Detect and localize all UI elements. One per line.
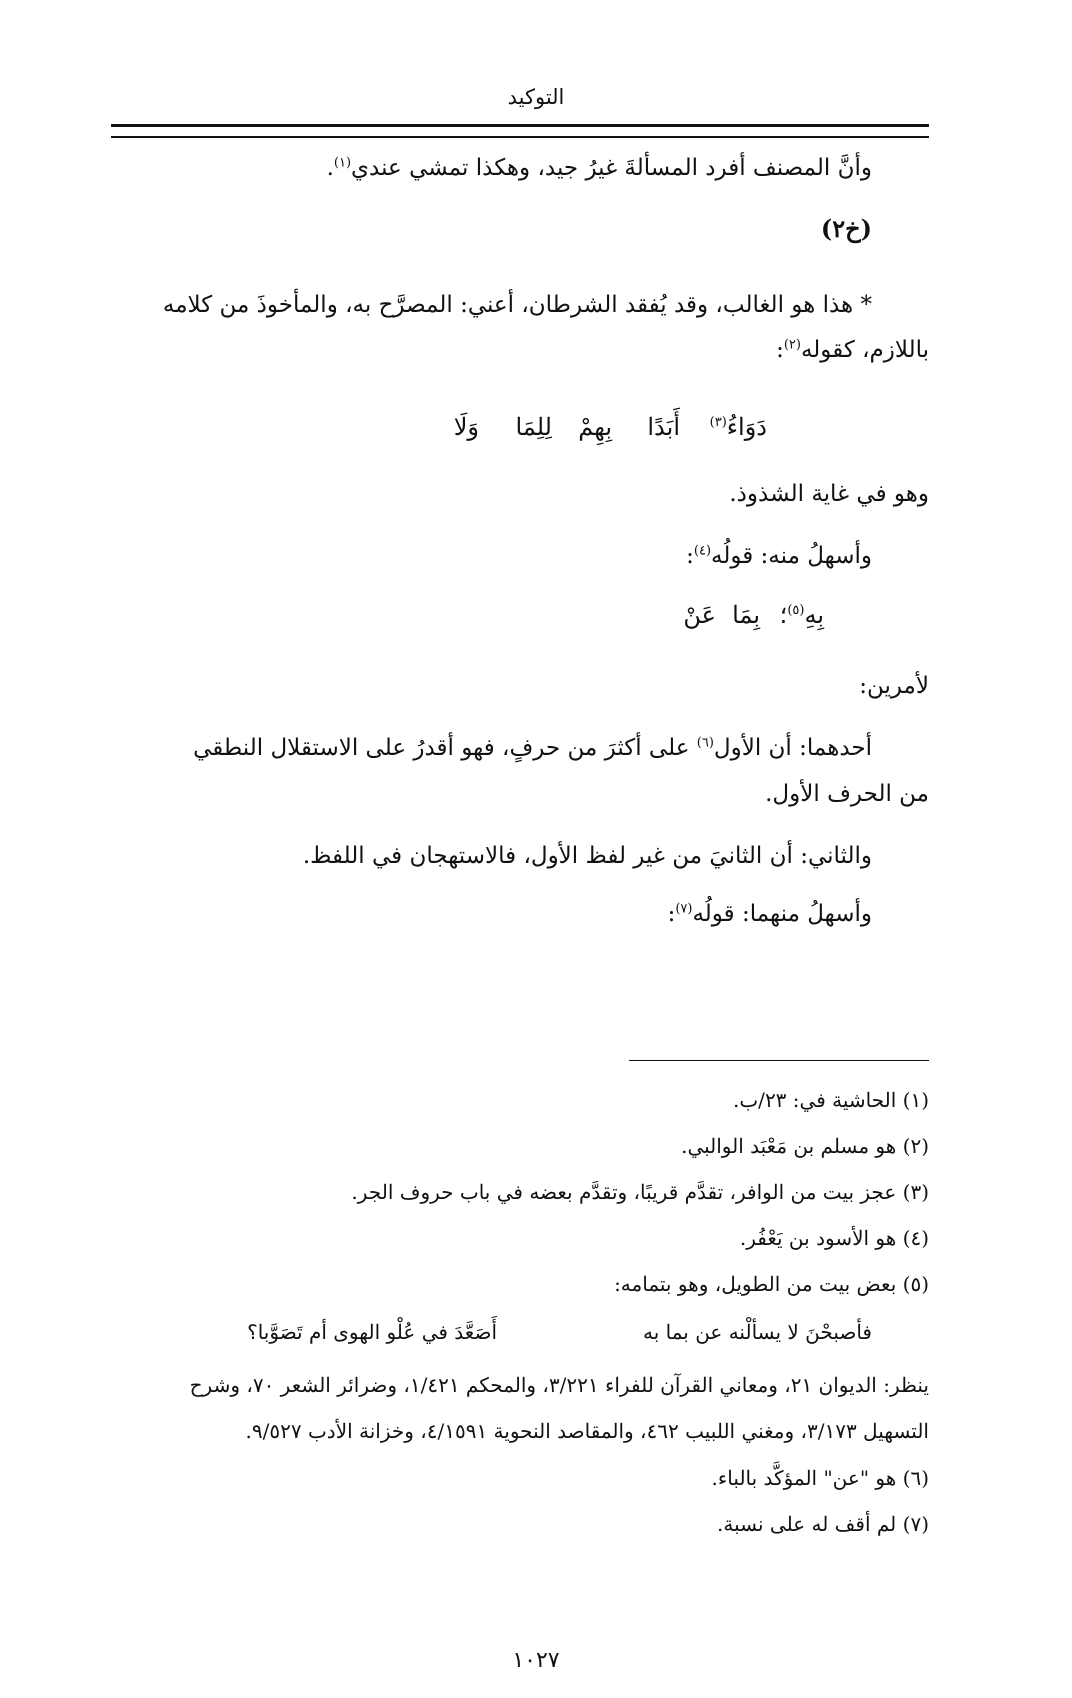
verse-1-word-5: دَوَاءُ$^{(٣)}$ — [709, 413, 767, 441]
footnote-2: (٢) هو مسلم بن مَعْبَد الوالبي. — [681, 1134, 929, 1158]
footnote-separator — [629, 1060, 929, 1061]
footnote-ref-1[interactable]: (١) — [333, 155, 352, 171]
footnote-4: (٤) هو الأسود بن يَعْفُر. — [739, 1226, 929, 1250]
running-header: التوكيد — [507, 85, 565, 109]
paragraph-1: وأنَّ المصنف أفرد المسألةَ غيرُ جيد، وهكذا تمشي عندي$^{(١)}$. — [326, 155, 872, 181]
paragraph-3: وهو في غاية الشذوذ. — [729, 481, 929, 507]
footnote-5-verse-hemistich-1: فأصبحْنَ لا يسألْنه عن بما به — [642, 1320, 872, 1344]
header-rule-thick — [111, 124, 929, 127]
footnote-6: (٦) هو "عن" المؤكَّد بالباء. — [711, 1466, 929, 1490]
paragraph-5: لأمرين: — [859, 673, 929, 699]
footnote-ref-4[interactable]: (٤) — [693, 543, 712, 559]
footnote-ref-2[interactable]: (٢) — [783, 337, 801, 353]
paragraph-6-line-2: من الحرف الأول. — [765, 781, 929, 807]
paragraph-4: وأسهلُ منه: قولُه$^{(٤)}$: — [686, 543, 872, 569]
verse-2-word-3: بِهِ$^{(٥)}$؛ — [779, 601, 824, 629]
footnote-3: (٣) عجز بيت من الوافر، تقدَّم قريبًا، وتقدَّم بعضه في باب حروف الجر. — [351, 1180, 929, 1204]
footnote-ref-3[interactable]: (٣) — [709, 415, 727, 430]
verse-2-word-2: بِمَا — [732, 601, 760, 629]
footnote-ref-7[interactable]: (٧) — [675, 901, 693, 917]
paragraph-2-line-2: باللازم، كقوله$^{(٢)}$: — [776, 337, 929, 363]
footnote-5-references-line-2: التسهيل ٣/١٧٣، ومغني اللبيب ٤٦٢، والمقاصد النحوية ٤/١٥٩١، وخزانة الأدب ٩/٥٢٧. — [245, 1419, 929, 1443]
verse-1-word-1: وَلَا — [453, 413, 479, 441]
paragraph-7: والثاني: أن الثانيَ من غير لفظ الأول، فالاستهجان في اللفظ. — [302, 843, 872, 869]
footnote-1: (١) الحاشية في: ٢٣/ب. — [733, 1088, 929, 1112]
footnote-5-references-line-1: ينظر: الديوان ٢١، ومعاني القرآن للفراء ٣/٢٢١، والمحكم ١/٤٢١، وضرائر الشعر ٧٠، وشرح — [189, 1373, 929, 1397]
header-rule-thin — [111, 136, 929, 138]
footnote-ref-6[interactable]: (٦) — [696, 735, 714, 751]
verse-1-word-4: أَبَدًا — [647, 413, 680, 441]
footnote-7: (٧) لم أقف له على نسبة. — [717, 1512, 929, 1536]
page-number: ١٠٢٧ — [512, 1648, 560, 1673]
footnote-5-verse-hemistich-2: أَصَعَّدَ في عُلْو الهوى أم تَصَوَّبا؟ — [247, 1320, 497, 1344]
verse-1-word-3: بِهِمْ — [578, 413, 612, 441]
verse-1-word-2: لِلِمَا — [515, 413, 552, 441]
section-marker: (خ٢) — [820, 214, 872, 243]
paragraph-8: وأسهلُ منهما: قولُه$^{(٧)}$: — [667, 901, 872, 927]
footnote-ref-5[interactable]: (٥) — [787, 603, 805, 618]
footnote-5: (٥) بعض بيت من الطويل، وهو بتمامه: — [614, 1272, 929, 1296]
paragraph-6-line-1: أحدهما: أن الأول$^{(٦)}$ على أكثرَ من حرفٍ، فهو أقدرُ على الاستقلال النطقي — [193, 735, 872, 761]
paragraph-2-line-1: * هذا هو الغالب، وقد يُفقد الشرطان، أعني: المصرَّح به، والمأخوذَ من كلامه — [162, 292, 872, 318]
verse-2-word-1: عَنْ — [683, 601, 716, 629]
